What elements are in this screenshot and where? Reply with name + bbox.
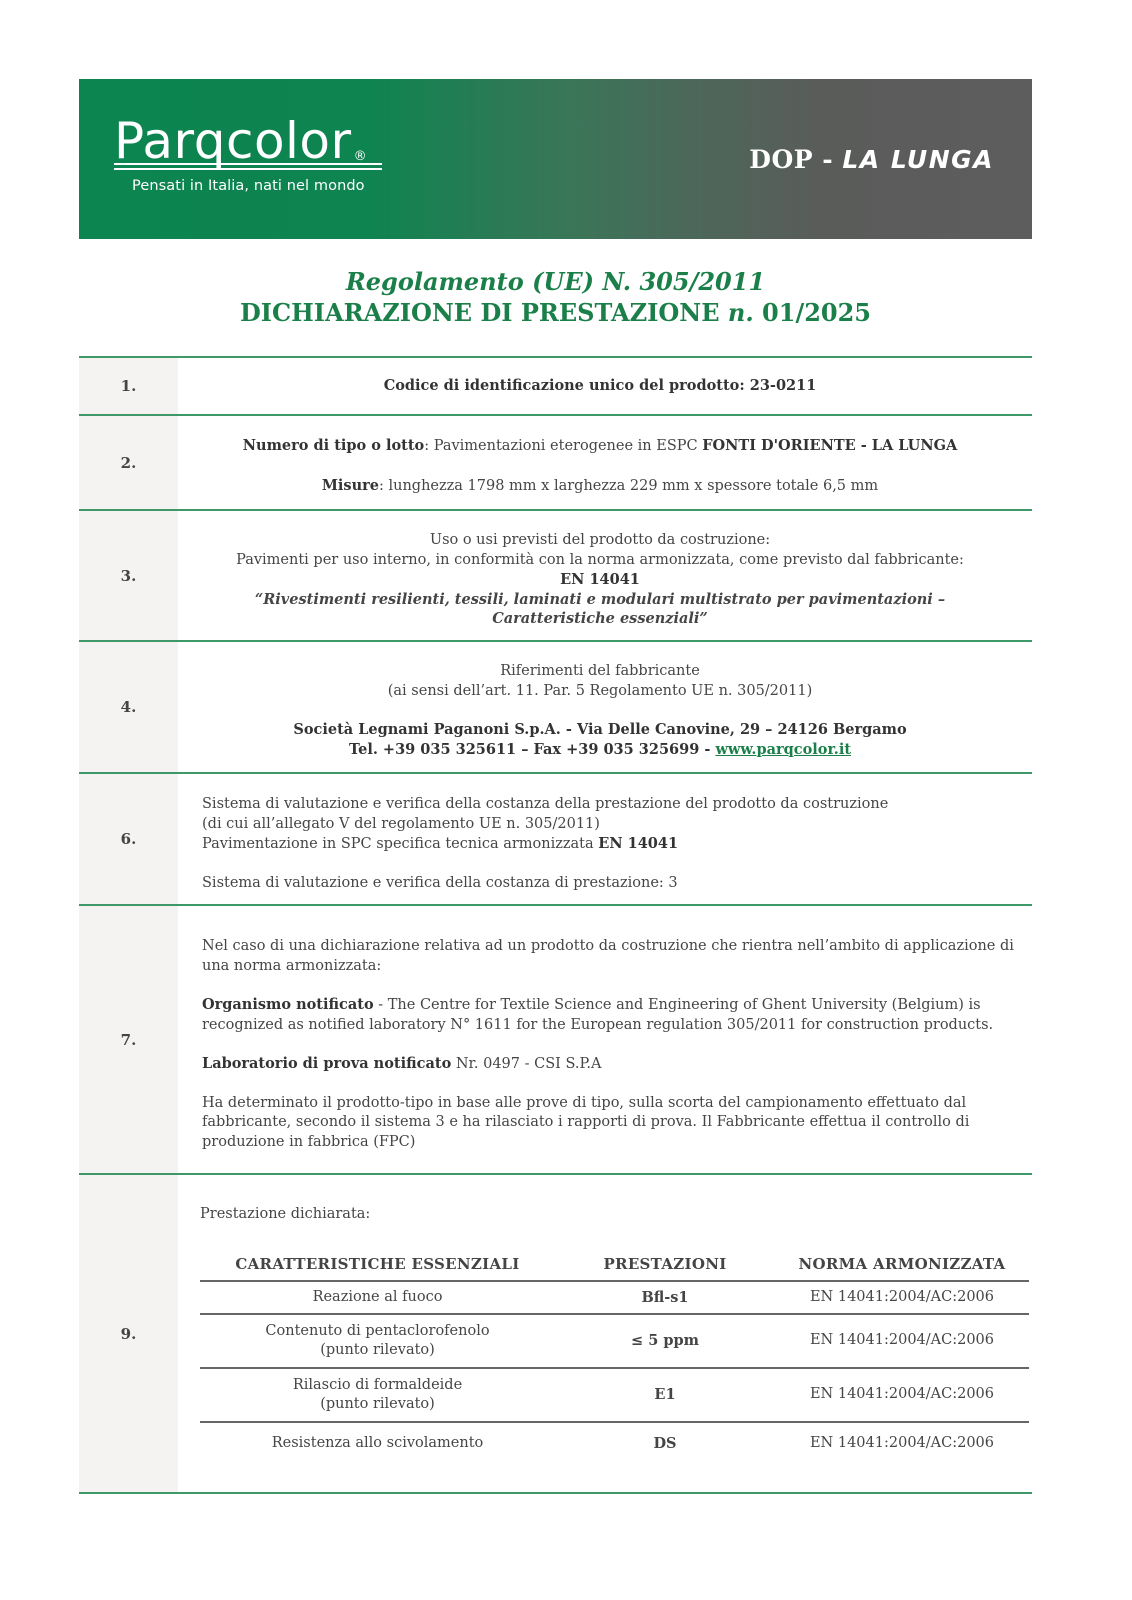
declaration-title [79,297,1032,328]
product-name: LA LUNGA [842,145,994,174]
standard-value: EN 14041:2004/AC:2006 [775,1314,1029,1368]
notified-body-text: - The Centre for Textile Science and Engineering of Ghent University (Belgium) is recognized as notified laboratory N° 1611 for the European regulation 305/2011 for construction products. [202,997,994,1033]
table-row [200,1314,1029,1368]
characteristic-name: Resistenza allo scivolamento [271,1434,484,1451]
type-label: Numero di tipo o lotto [242,437,425,454]
regulation-title: Regolamento (UE) N. 305/2011 [345,267,766,296]
header-banner [79,79,1032,239]
section-number: 2. [79,416,178,509]
brand-name: Parqcolor [114,112,352,170]
performance-value: DS [653,1434,677,1452]
table-row [200,1368,1029,1422]
website-link[interactable]: www.parqcolor.it [715,740,852,758]
avcp-system: Sistema di valutazione e verifica della costanza di prestazione: 3 [202,874,678,891]
characteristic-cell [200,1314,555,1368]
section-number: 6. [79,774,178,904]
characteristic-name: Contenuto di pentaclorofenolo [265,1322,490,1339]
intended-use-text: Pavimenti per uso interno, in conformità con la norma armonizzata, come previsto dal fabbricante: [236,551,964,568]
section-6 [79,774,1032,906]
column-header-characteristics: CARATTERISTICHE ESSENZIALI [200,1255,555,1282]
type-text: : Pavimentazioni eterogenee in ESPC [424,438,703,454]
notified-lab-text: Nr. 0497 - CSI S.P.A [451,1056,602,1072]
avcp-spec [202,834,1022,855]
section-9-content [178,1175,1039,1492]
performance-value: Bfl-s1 [555,1281,775,1314]
section-4-content [178,642,1032,772]
standard-value: EN 14041:2004/AC:2006 [775,1368,1029,1422]
notified-body [202,995,1022,1035]
avcp-spec-text: Pavimentazione in SPC specifica tecnica armonizzata [202,836,599,852]
avcp-heading: Sistema di valutazione e verifica della costanza della prestazione del prodotto da costruzione [202,796,889,812]
doc-type: DOP [749,145,814,174]
harmonised-intro: Nel caso di una dichiarazione relativa ad un prodotto da costruzione che rientra nell’ambito di applicazione di una norma armonizzata: [202,938,1014,974]
document-heading [79,266,1032,328]
section-2 [79,416,1032,511]
size-text: : lunghezza 1798 mm x larghezza 229 mm x spessore totale 6,5 mm [379,477,879,494]
performance-value: E1 [555,1368,775,1422]
characteristic-note: (punto rilevato) [320,1342,435,1358]
section-7-content [178,906,1032,1173]
phone-fax: Tel. +39 035 325611 – Fax +39 035 325699 - [348,740,716,758]
characteristic-name: Rilascio di formaldeide [292,1376,463,1393]
section-2-content [178,416,1032,509]
section-number: 3. [79,511,178,640]
product-line-name: FONTI D'ORIENTE - LA LUNGA [702,437,958,454]
declaration-n: n. [727,298,754,327]
section-3-content [178,511,1032,640]
characteristic-name: Reazione al fuoco [312,1288,443,1305]
registered-mark-icon: ® [353,149,368,164]
size-line [178,476,1022,497]
brand-tagline: Pensati in Italia, nati nel mondo [132,178,365,194]
notified-body-label: Organismo notificato [202,996,374,1013]
manufacturer-heading: Riferimenti del fabbricante [500,663,700,679]
declared-performance-heading: Prestazione dichiarata: [200,1206,371,1222]
intended-use-heading: Uso o usi previsti del prodotto da costruzione: [429,532,771,548]
declaration-label: DICHIARAZIONE DI PRESTAZIONE [239,298,720,327]
section-9 [79,1175,1032,1494]
type-line [178,436,1022,457]
section-number: 7. [79,906,178,1173]
notified-lab [202,1054,1022,1075]
table-row [200,1281,1029,1314]
standard-code: EN 14041 [560,571,640,588]
characteristic-note: (punto rilevato) [320,1396,435,1412]
column-header-standard: NORMA ARMONIZZATA [775,1255,1029,1282]
characteristic-cell [200,1281,555,1314]
section-number: 4. [79,642,178,772]
document-page [79,79,1032,1494]
section-number: 1. [79,358,178,414]
section-7 [79,906,1032,1175]
manufacturer-legal-ref: (ai sensi dell’art. 11. Par. 5 Regolamento UE n. 305/2011) [387,682,813,699]
performance-table [200,1255,1029,1465]
avcp-annex-ref: (di cui all’allegato V del regolamento UE n. 305/2011) [202,815,600,832]
title-separator: - [822,145,834,174]
section-number: 9. [79,1175,178,1492]
table-row [200,1422,1029,1464]
section-4 [79,642,1032,774]
standard-title-line1: “Rivestimenti resilienti, tessili, laminati e modulari multistrato per pavimentazioni – [254,590,946,608]
section-6-content [178,774,1032,904]
performance-value: ≤ 5 ppm [555,1314,775,1368]
declaration-number: 01/2025 [762,298,872,327]
manufacturer-contacts [178,740,1022,760]
size-label: Misure [321,476,379,494]
parqcolor-logo [114,112,368,194]
table-header-row [200,1255,1029,1282]
product-id-code: Codice di identificazione unico del prodotto: 23-0211 [383,377,817,395]
fpc-statement: Ha determinato il prodotto-tipo in base alle prove di tipo, sulla scorta del campionamento effettuato dal fabbricante, secondo il sistema 3 e ha rilasciato i rapporti di prova. Il Fabbricante effettua il controllo di produzione in fabbrica (FPC) [202,1094,970,1150]
avcp-spec-standard: EN 14041 [598,835,679,852]
manufacturer-address: Società Legnami Paganoni S.p.A. - Via Delle Canovine, 29 – 24126 Bergamo [293,721,907,738]
declaration-sections [79,356,1032,1494]
standard-value: EN 14041:2004/AC:2006 [809,1434,995,1451]
notified-lab-label: Laboratorio di prova notificato [202,1055,452,1072]
banner-title [749,145,994,174]
standard-title-line2: Caratteristiche essenziali” [492,610,708,627]
characteristic-cell [200,1422,555,1464]
brand-wordmark [114,112,368,170]
section-1 [79,358,1032,416]
section-3 [79,511,1032,642]
standard-value: EN 14041:2004/AC:2006 [775,1281,1029,1314]
column-header-performance: PRESTAZIONI [555,1255,775,1282]
characteristic-cell [200,1368,555,1422]
logo-underline [114,163,382,170]
